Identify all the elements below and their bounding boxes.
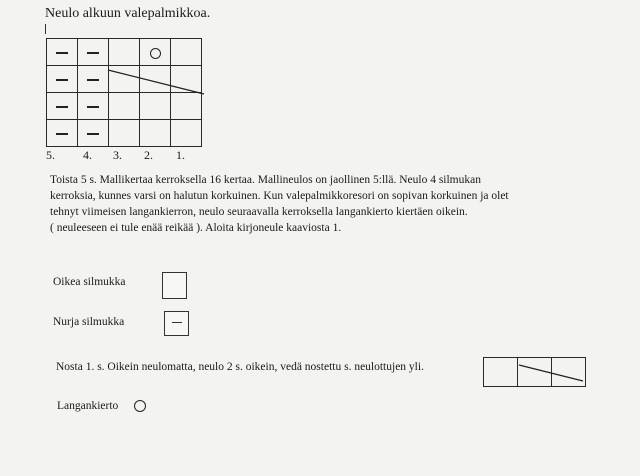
purl-dash-icon [56, 79, 68, 81]
purl-cell [47, 39, 78, 66]
purl-cell [47, 66, 78, 93]
cable-cell [171, 66, 202, 93]
instruction-line: ( neuleeseen ei tule enää reikää ). Aloita kirjoneule kaaviosta 1. [50, 222, 342, 234]
yarnover-circle-icon [134, 400, 146, 412]
purl-cell [47, 120, 78, 147]
cable-symbol-grid [483, 357, 586, 387]
knit-cell [171, 39, 202, 66]
knit-cell [140, 120, 171, 147]
cable-cell [109, 66, 140, 93]
purl-cell [78, 93, 109, 120]
chart-row [47, 66, 202, 93]
purl-dash-icon [56, 52, 68, 54]
knit-cell [171, 93, 202, 120]
purl-cell [47, 93, 78, 120]
cable-cell [484, 358, 518, 387]
instruction-line: Toista 5 s. Mallikertaa kerroksella 16 kertaa. Mallineulos on jaollinen 5:llä. Neulo 4 silmukan [50, 174, 481, 186]
purl-dash-icon [87, 52, 99, 54]
chart-row [47, 93, 202, 120]
purl-symbol-box [164, 311, 189, 336]
purl-dash-icon [56, 106, 68, 108]
purl-cell [78, 66, 109, 93]
knitting-chart [46, 38, 202, 147]
cable-cell [552, 358, 586, 387]
yarnover-cell [140, 39, 171, 66]
purl-cell [78, 39, 109, 66]
column-number: 4. [83, 148, 92, 162]
cable-cell [140, 66, 171, 93]
yarnover-legend-label: Langankierto [57, 400, 119, 412]
column-number: 1. [176, 148, 185, 162]
cable-legend-label: Nosta 1. s. Oikein neulomatta, neulo 2 s. oikein, vedä nostettu s. neulottujen yli. [56, 361, 424, 373]
knit-symbol-box [162, 272, 187, 299]
column-number: 2. [144, 148, 153, 162]
cable-cell [518, 358, 552, 387]
knit-cell [140, 93, 171, 120]
instruction-line: tehnyt viimeisen langankierron, neulo seuraavalla kerroksella langankierto kiertäen oikein. [50, 206, 468, 218]
purl-dash-icon [87, 79, 99, 81]
purl-dash-icon [172, 322, 182, 323]
yarnover-circle-icon [150, 48, 161, 59]
instructions-paragraph [50, 172, 595, 236]
knit-legend-label: Oikea silmukka [53, 276, 126, 288]
knit-cell [109, 93, 140, 120]
column-number: 5. [46, 148, 55, 162]
knit-cell [109, 39, 140, 66]
knit-cell [109, 120, 140, 147]
purl-dash-icon [87, 133, 99, 135]
pattern-title: Neulo alkuun valepalmikkoa. [45, 6, 211, 21]
column-number: 3. [113, 148, 122, 162]
purl-legend-label: Nurja silmukka [53, 316, 125, 328]
chart-row [47, 120, 202, 147]
instruction-line: kerroksia, kunnes varsi on halutun korkuinen. Kun valepalmikkoresori on sopivan korkuinen ja olet [50, 190, 509, 202]
knit-cell [171, 120, 202, 147]
chart-tick-mark [45, 24, 46, 34]
purl-dash-icon [56, 133, 68, 135]
purl-cell [78, 120, 109, 147]
purl-dash-icon [87, 106, 99, 108]
chart-row [47, 39, 202, 66]
